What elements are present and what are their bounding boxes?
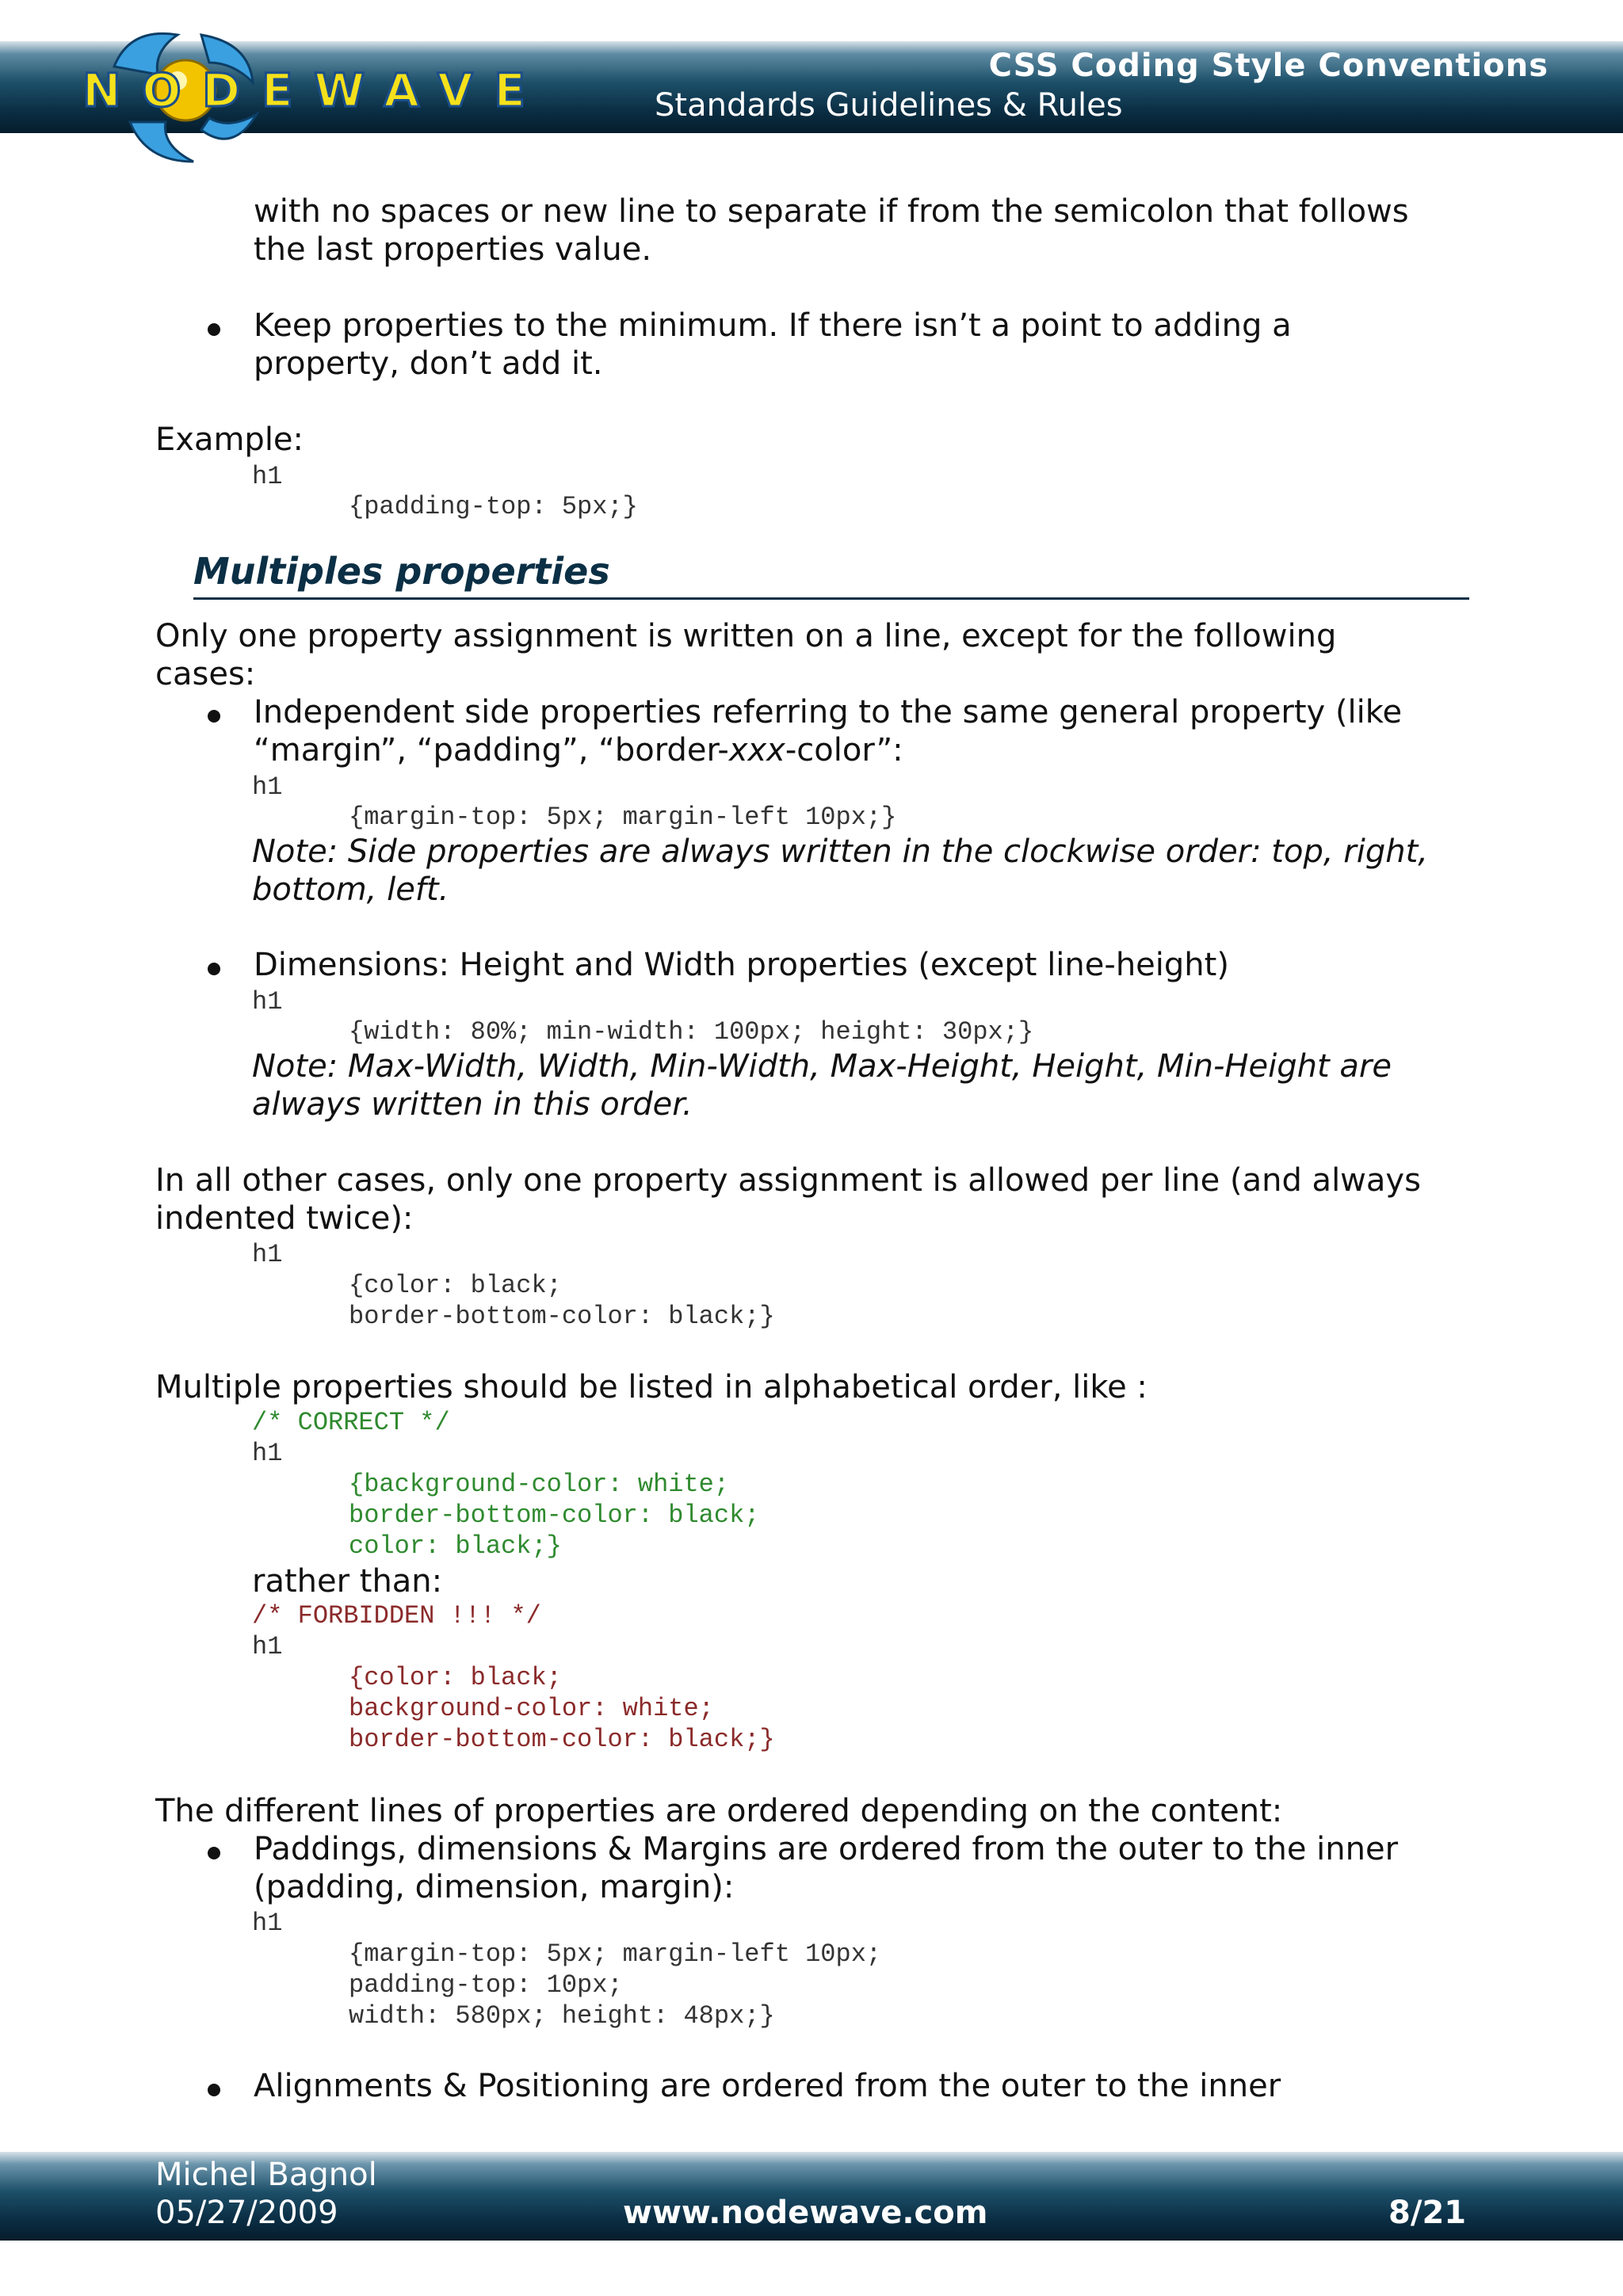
document-title: CSS Coding Style Conventions: [988, 48, 1549, 84]
only-one-line-1: Only one property assignment is written on a line, except for the following: [155, 618, 1337, 654]
side-note-line-2: bottom, left.: [252, 871, 449, 908]
other-code-line-3: border-bottom-color: black;}: [349, 1302, 775, 1331]
correct-code-line-4: border-bottom-color: black;: [349, 1501, 760, 1530]
only-one-line-2: cases:: [155, 656, 256, 692]
bullet-dot: [208, 323, 220, 336]
dim-note-line-1: Note: Max-Width, Width, Min-Width, Max-Height, Height, Min-Height are: [252, 1048, 1392, 1085]
bullet-dot: [208, 710, 220, 723]
heading-underline: [193, 597, 1469, 600]
forbidden-code-line-3: {color: black;: [349, 1663, 562, 1692]
dim-code-line-1: h1: [252, 987, 283, 1016]
pad-code-line-2: {margin-top: 5px; margin-left 10px;: [349, 1939, 882, 1969]
footer-date: 05/27/2009: [155, 2195, 338, 2231]
intro-line-1: with no spaces or new line to separate if from the semicolon that follows: [254, 193, 1409, 230]
correct-code-line-1: /* CORRECT */: [252, 1408, 450, 1437]
bullet-padding-line-1: Paddings, dimensions & Margins are ordered from the outer to the inner: [254, 1831, 1399, 1867]
bullet-side-text-c: -color”:: [785, 732, 903, 769]
rather-than-text: rather than:: [252, 1563, 443, 1600]
different-lines-text: The different lines of properties are ordered depending on the content:: [155, 1793, 1283, 1829]
alphabetical-order-text: Multiple properties should be listed in alphabetical order, like :: [155, 1369, 1148, 1405]
intro-line-2: the last properties value.: [254, 231, 652, 268]
pad-code-line-4: width: 580px; height: 48px;}: [349, 2001, 775, 2031]
logo-text: NODEWAVE: [82, 63, 530, 117]
bullet-keep-line-1: Keep properties to the minimum. If there isn’t a point to adding a: [254, 307, 1292, 344]
bullet-side-line-2: [254, 731, 903, 769]
correct-code-line-5: color: black;}: [349, 1531, 562, 1561]
side-code-line-1: h1: [252, 772, 283, 802]
bullet-alignments: Alignments & Positioning are ordered from the outer to the inner: [254, 2068, 1281, 2104]
bullet-dot: [208, 1847, 220, 1859]
side-note-line-1: Note: Side properties are always written in the clockwise order: top, right,: [252, 833, 1428, 870]
forbidden-code-line-2: h1: [252, 1632, 283, 1661]
bullet-side-text-b: xxx: [728, 732, 785, 769]
other-code-line-2: {color: black;: [349, 1271, 562, 1300]
dim-code-line-2: {width: 80%; min-width: 100px; height: 30px;}: [349, 1017, 1034, 1047]
bullet-side-text-a: “margin”, “padding”, “border-: [254, 732, 729, 769]
footer-website-link[interactable]: www.nodewave.com: [623, 2195, 988, 2231]
bullet-dimensions: Dimensions: Height and Width properties (except line-height): [254, 947, 1229, 983]
other-code-line-1: h1: [252, 1240, 283, 1269]
example-label: Example:: [155, 421, 304, 458]
other-cases-line-2: indented twice):: [155, 1200, 414, 1237]
forbidden-code-line-5: border-bottom-color: black;}: [349, 1725, 775, 1754]
bullet-keep-line-2: property, don’t add it.: [254, 345, 603, 382]
pad-code-line-1: h1: [252, 1909, 283, 1938]
dim-note-line-2: always written in this order.: [252, 1086, 693, 1123]
footer-page-number: 8/21: [1388, 2195, 1467, 2231]
example-code-line-2: {padding-top: 5px;}: [349, 492, 638, 521]
example-code-line-1: h1: [252, 462, 283, 491]
section-heading: Multiples properties: [193, 550, 610, 593]
correct-code-line-3: {background-color: white;: [349, 1470, 730, 1499]
bullet-dot: [208, 2084, 220, 2096]
forbidden-code-line-1: /* FORBIDDEN !!! */: [252, 1601, 541, 1630]
footer-author: Michel Bagnol: [155, 2157, 377, 2193]
other-cases-line-1: In all other cases, only one property assignment is allowed per line (and always: [155, 1162, 1421, 1199]
bullet-dot: [208, 963, 220, 975]
bullet-padding-line-2: (padding, dimension, margin):: [254, 1869, 735, 1905]
pad-code-line-3: padding-top: 10px;: [349, 1970, 623, 2000]
nodewave-logo: [82, 19, 542, 170]
document-subtitle: Standards Guidelines & Rules: [655, 87, 1123, 124]
bullet-side-line-1: Independent side properties referring to the same general property (like: [254, 694, 1403, 730]
forbidden-code-line-4: background-color: white;: [349, 1694, 714, 1723]
side-code-line-2: {margin-top: 5px; margin-left 10px;}: [349, 803, 897, 832]
correct-code-line-2: h1: [252, 1439, 283, 1468]
